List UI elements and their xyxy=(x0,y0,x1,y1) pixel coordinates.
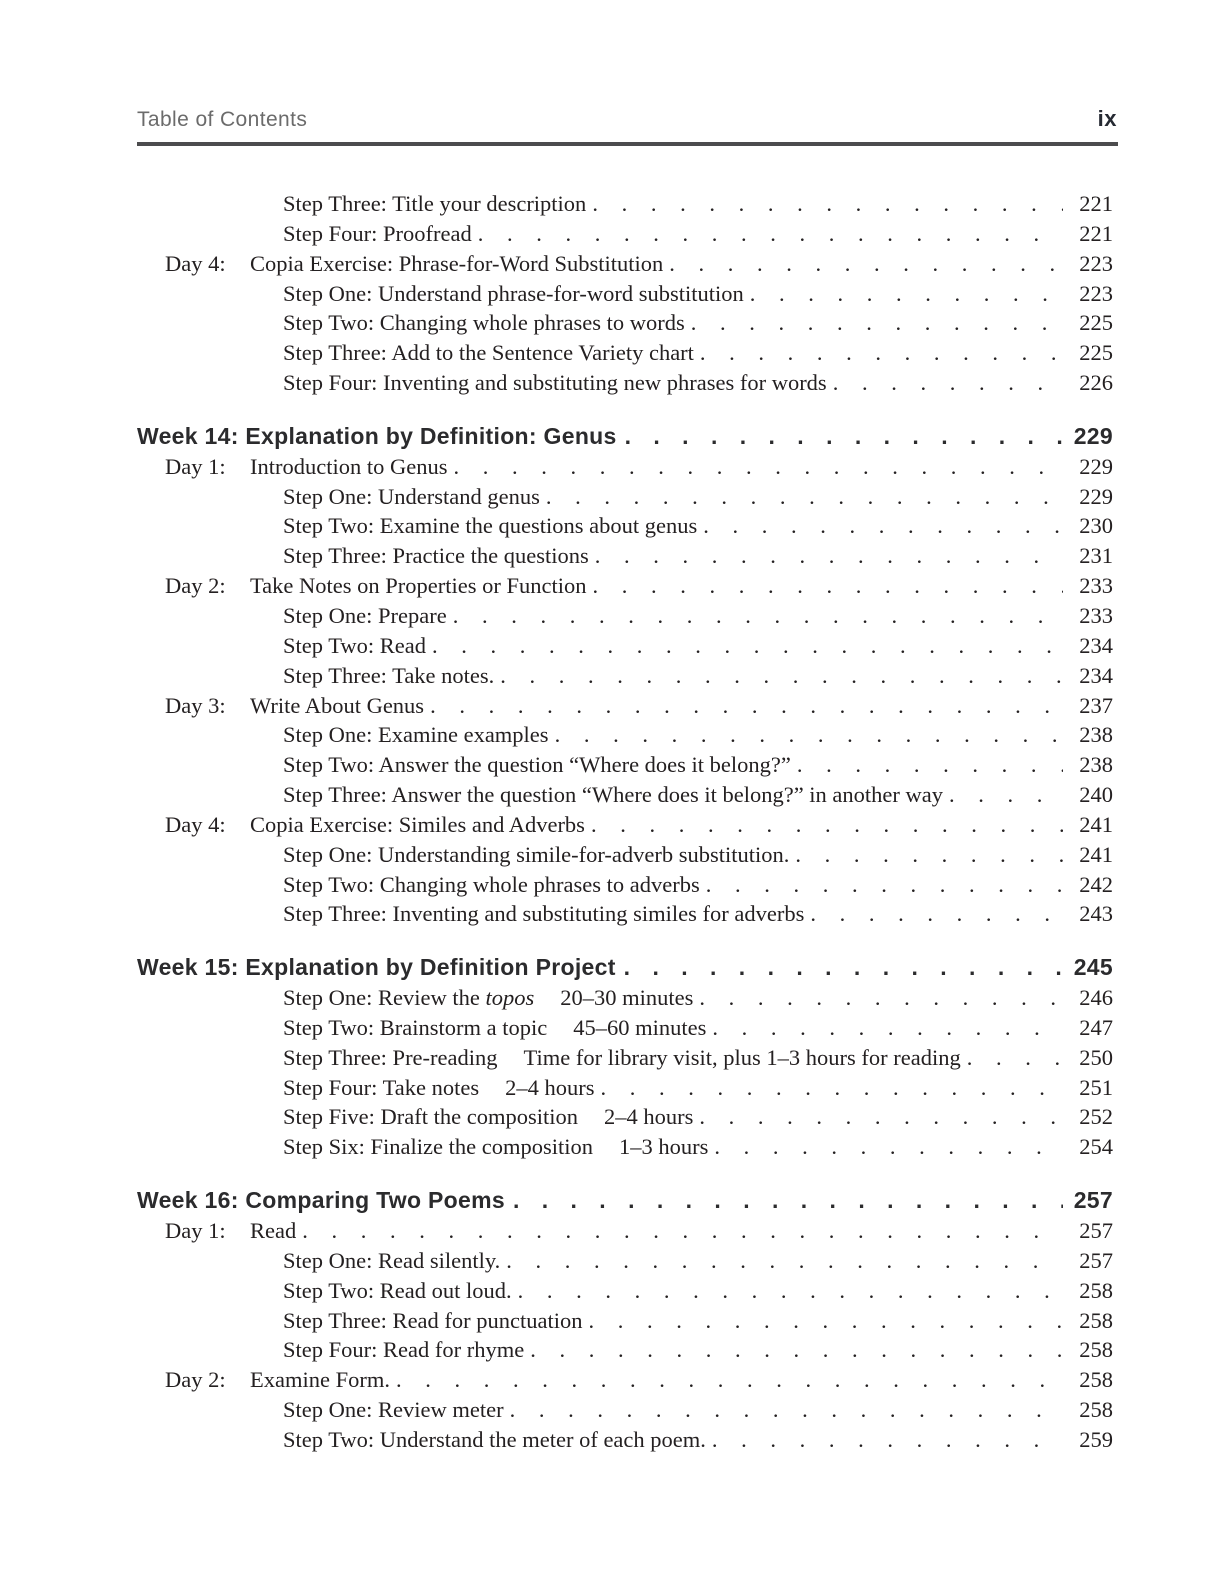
page-number: 240 xyxy=(1079,782,1113,808)
dot-leader xyxy=(810,899,1063,929)
dot-leader xyxy=(624,953,1063,983)
toc-entry-title: Step One: Understand phrase-for-word substitution xyxy=(283,280,744,306)
dot-leader xyxy=(589,1306,1064,1336)
dot-leader xyxy=(691,308,1063,338)
page-number: 258 xyxy=(1079,1307,1113,1333)
toc-entry-title: Step Six: Finalize the composition 1–3 hours xyxy=(283,1132,708,1162)
page-number: 246 xyxy=(1079,985,1113,1011)
toc-entry-title: Write About Genus xyxy=(250,692,425,718)
toc-entry-title: Introduction to Genus xyxy=(250,453,448,479)
page-number: 241 xyxy=(1079,811,1113,837)
toc-entry-title: Step Three: Take notes. xyxy=(283,662,495,688)
toc-entry-title: Step Four: Proofread xyxy=(283,220,472,246)
dot-leader xyxy=(453,601,1063,631)
dot-leader xyxy=(595,541,1063,571)
toc-entry-title: Step One: Review the topos 20–30 minutes xyxy=(283,983,693,1013)
toc-step-row xyxy=(137,1306,1113,1336)
toc-entry-title: Copia Exercise: Similes and Adverbs xyxy=(250,811,585,837)
day-label: Day 1: xyxy=(165,1218,226,1243)
page-number: 221 xyxy=(1079,220,1113,246)
page-number: 238 xyxy=(1079,752,1113,778)
dot-leader xyxy=(591,810,1063,840)
dot-leader xyxy=(302,1216,1063,1246)
toc-entry-title: Step Three: Read for punctuation xyxy=(283,1307,583,1333)
italic-term: topos xyxy=(485,985,535,1011)
page-number: 221 xyxy=(1079,191,1113,216)
toc-entry-title: Step Three: Practice the questions xyxy=(283,543,589,569)
toc-day-row xyxy=(137,249,1113,279)
page-number: 258 xyxy=(1079,1367,1113,1393)
duration-note: 2–4 hours xyxy=(603,1104,694,1130)
dot-leader xyxy=(530,1335,1063,1365)
page-number: 226 xyxy=(1079,370,1113,396)
toc-entry-title: Step One: Understand genus xyxy=(283,483,540,509)
page-number: 237 xyxy=(1079,692,1113,718)
toc-entry-title: Step Three: Inventing and substituting similes for adverbs xyxy=(283,901,805,927)
dot-leader xyxy=(513,1186,1063,1216)
toc-step-row xyxy=(137,899,1113,929)
duration-note: 20–30 minutes xyxy=(560,985,694,1011)
dot-leader xyxy=(430,691,1063,721)
day-label: Day 4: xyxy=(165,250,226,276)
dot-leader xyxy=(500,661,1063,691)
dot-leader xyxy=(478,219,1063,249)
page-number: 252 xyxy=(1079,1104,1113,1130)
page-number: 247 xyxy=(1079,1014,1113,1040)
page-number: 257 xyxy=(1073,1187,1113,1214)
toc-step-row xyxy=(137,780,1113,810)
page-number: 234 xyxy=(1079,632,1113,658)
running-header xyxy=(137,106,1117,132)
toc-step-row xyxy=(137,1276,1113,1306)
page-number: 242 xyxy=(1079,871,1113,897)
toc-entry-title: Step One: Read silently. xyxy=(283,1247,501,1273)
toc-entry-title: Step Two: Brainstorm a topic 45–60 minutes xyxy=(283,1013,706,1043)
toc-step-row xyxy=(137,219,1113,249)
page-number: 229 xyxy=(1073,422,1113,449)
toc-entry-title: Step Two: Read out loud. xyxy=(283,1277,512,1303)
page-number: 258 xyxy=(1079,1277,1113,1303)
toc-entry-title: Read xyxy=(250,1218,297,1243)
dot-leader xyxy=(432,631,1063,661)
toc-step-row xyxy=(137,1246,1113,1276)
toc-step-row xyxy=(137,1102,1113,1132)
page-number: 223 xyxy=(1079,250,1113,276)
dot-leader xyxy=(396,1365,1063,1395)
toc-step-row xyxy=(137,308,1113,338)
toc-step-row xyxy=(137,870,1113,900)
dot-leader xyxy=(699,1102,1063,1132)
toc-entry-title: Step One: Understanding simile-for-adverb substitution. xyxy=(283,841,790,867)
dot-leader xyxy=(699,983,1063,1013)
page-number: 258 xyxy=(1079,1337,1113,1363)
running-header-title: Table of Contents xyxy=(137,108,308,131)
toc-entry-title: Step Two: Changing whole phrases to adverbs xyxy=(283,871,700,897)
toc-day-row xyxy=(137,452,1113,482)
duration-note: 2–4 hours xyxy=(505,1074,595,1100)
day-label: Day 4: xyxy=(165,811,226,837)
page-number: 223 xyxy=(1079,280,1113,306)
toc-entry-title: Step Two: Read xyxy=(283,632,426,658)
toc-step-row xyxy=(137,1013,1113,1043)
toc-step-row xyxy=(137,482,1113,512)
dot-leader xyxy=(797,750,1063,780)
toc-week-heading-row xyxy=(137,422,1113,452)
duration-note: 45–60 minutes xyxy=(573,1014,707,1040)
toc-step-row xyxy=(137,541,1113,571)
toc-entry-title: Step Four: Inventing and substituting new phrases for words xyxy=(283,370,827,396)
dot-leader xyxy=(833,368,1063,398)
day-label: Day 2: xyxy=(165,1367,226,1393)
toc-step-row xyxy=(137,1395,1113,1425)
toc-entry-title: Step One: Prepare xyxy=(283,602,447,628)
dot-leader xyxy=(601,1073,1064,1103)
duration-note: Time for library visit, plus 1–3 hours for reading xyxy=(523,1044,961,1070)
toc-step-row xyxy=(137,720,1113,750)
page-number: 245 xyxy=(1073,954,1113,981)
toc-step-row xyxy=(137,1132,1113,1162)
toc-step-row xyxy=(137,1073,1113,1103)
header-rule xyxy=(137,142,1118,146)
toc-entry-title: Take Notes on Properties or Function xyxy=(250,573,587,599)
dot-leader xyxy=(592,189,1063,219)
dot-leader xyxy=(714,1132,1063,1162)
toc-week-heading-row xyxy=(137,1186,1113,1216)
toc-week-heading-row xyxy=(137,953,1113,983)
toc-step-row xyxy=(137,661,1113,691)
toc-entry-title: Step Four: Read for rhyme xyxy=(283,1337,525,1363)
toc-entry-title: Step Three: Add to the Sentence Variety chart xyxy=(283,340,694,366)
day-label: Day 2: xyxy=(165,573,226,599)
page-number: 243 xyxy=(1079,901,1113,927)
toc-step-row xyxy=(137,1425,1113,1455)
toc-step-row xyxy=(137,368,1113,398)
toc-entry-title: Step Two: Examine the questions about genus xyxy=(283,513,698,539)
dot-leader xyxy=(795,840,1063,870)
page-number: 234 xyxy=(1079,662,1113,688)
toc-entry-title: Step Three: Answer the question “Where does it belong?” in another way xyxy=(283,782,944,808)
page-number: 258 xyxy=(1079,1397,1113,1423)
dot-leader xyxy=(593,571,1064,601)
toc-step-row xyxy=(137,511,1113,541)
dot-leader xyxy=(510,1395,1063,1425)
toc-entry-title: Step Two: Changing whole phrases to words xyxy=(283,310,685,336)
page-number: 225 xyxy=(1079,340,1113,366)
page-number: 251 xyxy=(1079,1074,1113,1100)
day-label: Day 1: xyxy=(165,453,226,479)
toc-step-row xyxy=(137,189,1113,219)
page-number: 233 xyxy=(1079,573,1113,599)
toc-entry-title: Step Five: Draft the composition 2–4 hours xyxy=(283,1102,693,1132)
toc-entry-title: Step Three: Title your description xyxy=(283,191,587,216)
dot-leader xyxy=(700,338,1063,368)
dot-leader xyxy=(967,1043,1063,1073)
page-number: 229 xyxy=(1079,453,1113,479)
dot-leader xyxy=(706,870,1063,900)
dot-leader xyxy=(669,249,1063,279)
toc-entry-title: Step Three: Pre-reading Time for library visit, plus 1–3 hours for reading xyxy=(283,1043,961,1073)
page-number: 229 xyxy=(1079,483,1113,509)
page-number: 254 xyxy=(1079,1134,1113,1160)
toc-day-row xyxy=(137,810,1113,840)
toc-entry-title: Examine Form. xyxy=(250,1367,390,1393)
toc-step-row xyxy=(137,750,1113,780)
dot-leader xyxy=(703,511,1063,541)
page-number: 250 xyxy=(1079,1044,1113,1070)
toc-entry-title: Week 15: Explanation by Definition Project xyxy=(137,954,616,981)
toc-entry-title: Step Two: Answer the question “Where does it belong?” xyxy=(283,752,791,778)
toc-step-row xyxy=(137,1043,1113,1073)
toc-step-row xyxy=(137,1335,1113,1365)
dot-leader xyxy=(750,279,1063,309)
toc-step-row xyxy=(137,631,1113,661)
dot-leader xyxy=(712,1013,1063,1043)
page-number: 225 xyxy=(1079,310,1113,336)
toc-step-row xyxy=(137,840,1113,870)
dot-leader xyxy=(518,1276,1063,1306)
toc-entry-title: Step One: Review meter xyxy=(283,1397,504,1423)
toc-day-row xyxy=(137,1216,1113,1246)
toc-step-row xyxy=(137,601,1113,631)
dot-leader xyxy=(506,1246,1063,1276)
page-folio: ix xyxy=(1097,106,1117,131)
toc-entry-title: Week 14: Explanation by Definition: Genus xyxy=(137,422,617,449)
page-number: 259 xyxy=(1079,1426,1113,1452)
day-label: Day 3: xyxy=(165,692,226,718)
toc-entry-title: Copia Exercise: Phrase-for-Word Substitution xyxy=(250,250,664,276)
toc-day-row xyxy=(137,1365,1113,1395)
toc-entry-title: Step Four: Take notes 2–4 hours xyxy=(283,1073,595,1103)
duration-note: 1–3 hours xyxy=(618,1134,709,1160)
page-number: 257 xyxy=(1079,1218,1113,1243)
dot-leader xyxy=(453,452,1063,482)
table-of-contents xyxy=(137,189,1113,1455)
toc-entry-title: Week 16: Comparing Two Poems xyxy=(137,1187,505,1214)
toc-step-row xyxy=(137,279,1113,309)
dot-leader xyxy=(555,720,1063,750)
page-number: 257 xyxy=(1079,1247,1113,1273)
dot-leader xyxy=(949,780,1063,810)
toc-entry-title: Step Two: Understand the meter of each poem. xyxy=(283,1426,706,1452)
toc-day-row xyxy=(137,571,1113,601)
dot-leader xyxy=(625,422,1063,452)
page-number: 230 xyxy=(1079,513,1113,539)
page-number: 233 xyxy=(1079,602,1113,628)
toc-step-row xyxy=(137,983,1113,1013)
dot-leader xyxy=(712,1425,1063,1455)
toc-entry-title: Step One: Examine examples xyxy=(283,722,549,748)
page-number: 241 xyxy=(1079,841,1113,867)
toc-day-row xyxy=(137,691,1113,721)
page-number: 238 xyxy=(1079,722,1113,748)
dot-leader xyxy=(546,482,1063,512)
page-number: 231 xyxy=(1079,543,1113,569)
toc-step-row xyxy=(137,338,1113,368)
